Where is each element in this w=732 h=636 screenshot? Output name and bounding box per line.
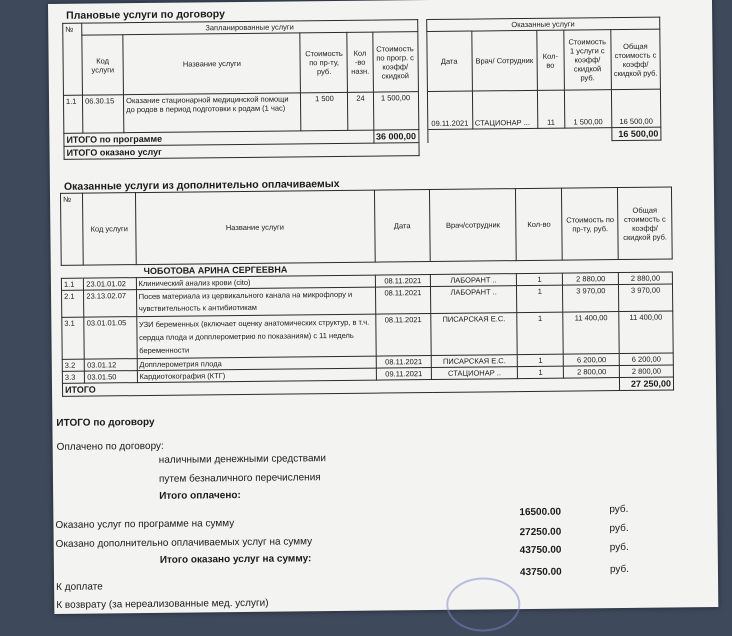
col-prog-cost: Стоимость по прогр. с коэфф/ скидкой [372, 32, 418, 92]
total-rendered-value: 16 500,00 [612, 127, 661, 141]
all-sum-value: 43750.00 [519, 544, 562, 557]
currency-label: руб. [609, 563, 630, 576]
extra-sum-label: Оказано дополнительно оплачиваемых услуг на сумму [55, 536, 313, 550]
col-qty2: Кол- во [537, 30, 565, 90]
return-label: К возврату (за нереализованные мед. услуги) [56, 597, 269, 611]
extra-services-table [60, 186, 674, 396]
paid-bank-label: путем безналичного перечисления [158, 472, 321, 485]
due-value: 43750.00 [519, 566, 562, 579]
col-name: Название услуги [135, 190, 375, 264]
rendered-subheader: Оказанные услуги [426, 17, 660, 31]
col-num: № [63, 23, 83, 95]
table-row: 3.1 03.01.01.05 УЗИ беременных (включает оценку анатомических структур, в т.ч. сердца плода и допплерометрию по показаниям) с 11 недель беременности 08.11.2021 ПИСАРСКАЯ Е.С. 1 11 400,00 11 400,00 [62, 311, 673, 359]
col-date: Дата [426, 31, 472, 91]
col-total: Общая стоимость с коэфф/ скидкой руб. [618, 187, 673, 260]
col-qty: Кол-во [515, 188, 562, 260]
table-row: 1.1 06.30.15 Оказание стационарной медицинской помощи до родов в период подготовки к родам (1 час) 1 500 24 1 500,00 09.11.2021 СТАЦИОНАР ... 11 1 500,00 16 500,00 [63, 89, 660, 133]
total-program-value: 36 000,00 [373, 130, 418, 143]
invoice-page [48, 0, 718, 614]
planned-section-title: Плановые услуги по договору [66, 8, 225, 22]
col-qty: Кол -во назн. [347, 32, 373, 92]
col-num: № [60, 193, 83, 265]
col-date: Дата [374, 190, 430, 263]
extra-total-label: ИТОГО [62, 378, 619, 397]
col-total-cost: Общая стоимость с коэфф/ скидкой руб. [611, 29, 661, 90]
currency-label: руб. [609, 503, 629, 516]
currency-label: руб. [609, 522, 629, 535]
all-sum-label: Итого оказано услуг на сумму: [159, 553, 312, 566]
contract-total-label: ИТОГО по договору [56, 416, 155, 429]
planned-services-table [62, 17, 661, 160]
paid-total-label: Итого оплачено: [159, 490, 241, 502]
extra-section-title: Оказанные услуги из дополнительно оплачиваемых [63, 177, 340, 193]
program-sum-value: 16500.00 [519, 506, 562, 519]
total-rendered-label: ИТОГО оказано услуг [64, 143, 419, 160]
table-row: 3.3 03.01.50 Кардиотокография (КТГ) 09.11.2021 СТАЦИОНАР .. 1 2 800,00 2 800,00 [62, 365, 673, 383]
col-code: Код услуги [83, 193, 136, 266]
extra-sum-value: 27250.00 [519, 526, 562, 539]
col-cost: Стоимость по пр-ту, руб. [562, 188, 618, 261]
col-doctor: Врач/ Сотрудник [471, 30, 537, 91]
patient-name: ЧОБОТОВА АРИНА СЕРГЕЕВНА [84, 259, 673, 278]
table-row: 2.1 23.13.02.07 Посев материала из цервикального канала на микрофлору и чувствительность к антибиотикам 08.11.2021 ЛАБОРАНТ .. 1 3 970,00 3 970,00 [61, 284, 672, 317]
col-code: Код услуги [82, 35, 124, 95]
planned-subheader: Запланированные услуги [82, 20, 418, 36]
paid-cash-label: наличными денежными средствами [158, 453, 327, 466]
col-name: Название услуги [123, 33, 301, 95]
due-label: К доплате [56, 581, 103, 593]
paid-under-label: Оплачено по договору: [56, 440, 164, 453]
table-row: 3.2 03.01.12 Допплерометрия плода 08.11.2021 ПИСАРСКАЯ Е.С. 1 6 200,00 6 200,00 [62, 353, 673, 371]
currency-label: руб. [609, 541, 629, 554]
stamp-seal [446, 577, 521, 632]
extra-total-value: 27 250,00 [620, 377, 674, 391]
total-program-label: ИТОГО по программе [64, 130, 374, 146]
col-cost: Стоимость по пр-ту, руб. [300, 32, 348, 92]
table-row: 1.1 23.01.01.02 Клинический анализ крови (cito) 08.11.2021 ЛАБОРАНТ .. 1 2 880,00 2 880,00 [61, 272, 672, 290]
col-doctor: Врач/сотрудник [430, 189, 516, 262]
col-unit-cost: Стоимость 1 услуги с коэфф/ скидкой руб. [564, 30, 612, 90]
program-sum-label: Оказано услуг по программе на сумму [55, 518, 235, 531]
